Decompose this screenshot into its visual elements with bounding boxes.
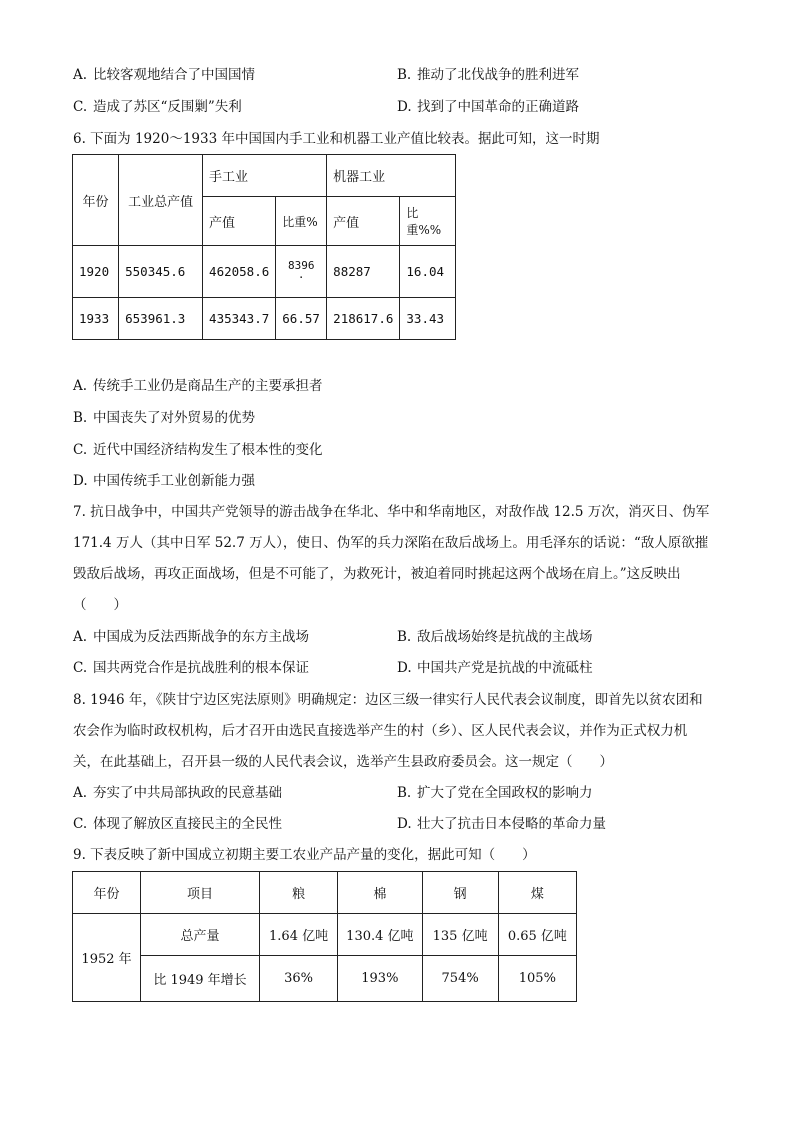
q6-stem: 6. 下面为 1920～1933 年中国国内手工业和机器工业产值比较表。据此可知，这一时期 <box>73 131 600 147</box>
q9-cell-cotton: 130.4 亿吨 <box>338 914 422 956</box>
q6-cell-hand-share: 66.57 <box>276 298 327 340</box>
q5-option-a[interactable]: A. 比较客观地结合了中国国情 <box>73 67 255 83</box>
q7-stem-line-3: 毁敌后战场，再攻正面战场，但是不可能了，为救死计，被迫着同时挑起这两个战场在肩上。”这反映出 <box>73 566 681 582</box>
q5-options-row-1 <box>73 65 733 85</box>
q9-cell-grain: 1.64 亿吨 <box>259 914 337 956</box>
q6-header-hand-value: 产值 <box>203 197 276 246</box>
q5-option-c[interactable]: C. 造成了苏区“反围剿”失利 <box>73 99 242 115</box>
q6-cell-hand-share <box>276 246 327 298</box>
q7-option-a[interactable]: A. 中国成为反法西斯战争的东方主战场 <box>73 629 309 645</box>
table-row <box>73 914 577 956</box>
q6-option-c[interactable]: C. 近代中国经济结构发生了根本性的变化 <box>73 442 323 458</box>
q6-option-b[interactable]: B. 中国丧失了对外贸易的优势 <box>73 410 255 426</box>
q6-cell-mach-value: 218617.6 <box>327 298 400 340</box>
q6-cell-hand-value: 435343.7 <box>203 298 276 340</box>
q8-options-row-2 <box>73 814 733 834</box>
q5-options-row-2 <box>73 97 733 117</box>
q9-header-steel: 钢 <box>422 872 498 914</box>
q6-cell-hand-share-dot: · <box>297 270 305 284</box>
q5-option-d[interactable]: D. 找到了中国革命的正确道路 <box>397 99 579 115</box>
q9-header-grain: 粮 <box>259 872 337 914</box>
q6-header-year: 年份 <box>73 155 119 246</box>
table-row <box>73 956 577 1002</box>
q9-header-cotton: 棉 <box>338 872 422 914</box>
q9-header-coal: 煤 <box>498 872 576 914</box>
q9-cell-coal: 105% <box>498 956 576 1002</box>
q8-option-d[interactable]: D. 壮大了抗击日本侵略的革命力量 <box>397 816 606 832</box>
q9-cell-year: 1952 年 <box>73 914 141 1002</box>
q6-option-d[interactable]: D. 中国传统手工业创新能力强 <box>73 473 255 489</box>
q5-option-b[interactable]: B. 推动了北伐战争的胜利进军 <box>397 67 579 83</box>
q7-stem-line-1: 7. 抗日战争中，中国共产党领导的游击战争在华北、华中和华南地区，对敌作战 12.5 万次，消灭日、伪军 <box>73 504 710 520</box>
q7-option-c[interactable]: C. 国共两党合作是抗战胜利的根本保证 <box>73 660 309 676</box>
q9-cell-steel: 135 亿吨 <box>422 914 498 956</box>
q6-cell-total: 653961.3 <box>119 298 203 340</box>
q6-cell-mach-share: 33.43 <box>400 298 456 340</box>
q6-header-mach-value: 产值 <box>327 197 400 246</box>
q8-options-row-1 <box>73 783 733 803</box>
q9-production-table <box>72 871 577 1002</box>
q7-answer-blank: （ ） <box>73 597 127 613</box>
q6-cell-total: 550345.6 <box>119 246 203 298</box>
q6-header-machine: 机器工业 <box>327 155 456 197</box>
q9-row-label: 比 1949 年增长 <box>141 956 260 1002</box>
q9-row-label: 总产量 <box>141 914 260 956</box>
q7-option-b[interactable]: B. 敌后战场始终是抗战的主战场 <box>397 629 593 645</box>
q7-option-d[interactable]: D. 中国共产党是抗战的中流砥柱 <box>397 660 593 676</box>
q9-cell-grain: 36% <box>259 956 337 1002</box>
q6-option-a[interactable]: A. 传统手工业仍是商品生产的主要承担者 <box>73 378 323 394</box>
q6-header-mach-share: 比重%% <box>400 197 456 246</box>
q9-cell-steel: 754% <box>422 956 498 1002</box>
q6-industry-table <box>72 154 456 340</box>
q6-cell-year: 1920 <box>73 246 119 298</box>
q6-cell-hand-value: 462058.6 <box>203 246 276 298</box>
q7-options-row-2 <box>73 658 733 678</box>
q6-cell-year: 1933 <box>73 298 119 340</box>
q9-cell-cotton: 193% <box>338 956 422 1002</box>
q8-stem-line-2: 农会作为临时政权机构，后才召开由选民直接选举产生的村（乡）、区人民代表会议，并作为正式权力机 <box>73 723 688 739</box>
q6-cell-mach-value: 88287 <box>327 246 400 298</box>
q9-cell-coal: 0.65 亿吨 <box>498 914 576 956</box>
q8-stem-line-1: 8. 1946 年，《陕甘宁边区宪法原则》明确规定：边区三级一律实行人民代表会议制度，即首先以贫农团和 <box>73 692 703 708</box>
q6-header-total: 工业总产值 <box>119 155 203 246</box>
q8-stem-line-3: 关，在此基础上，召开县一级的人民代表会议，选举产生县政府委员会。这一规定（ ） <box>73 754 613 770</box>
table-row <box>73 298 456 340</box>
q8-option-a[interactable]: A. 夯实了中共局部执政的民意基础 <box>73 785 282 801</box>
q9-stem: 9. 下表反映了新中国成立初期主要工农业产品产量的变化，据此可知（ ） <box>73 847 536 863</box>
q6-header-handicraft: 手工业 <box>203 155 327 197</box>
q6-header-hand-share: 比重% <box>276 197 327 246</box>
q9-header-year: 年份 <box>73 872 141 914</box>
q8-option-c[interactable]: C. 体现了解放区直接民主的全民性 <box>73 816 282 832</box>
q8-option-b[interactable]: B. 扩大了党在全国政权的影响力 <box>397 785 593 801</box>
q7-stem-line-2: 171.4 万人（其中日军 52.7 万人），使日、伪军的兵力深陷在敌后战场上。用毛泽东的话说：“敌人原欲摧 <box>73 535 709 551</box>
q6-cell-mach-share: 16.04 <box>400 246 456 298</box>
q9-header-item: 项目 <box>141 872 260 914</box>
q7-options-row-1 <box>73 627 733 647</box>
table-row <box>73 246 456 298</box>
q6-cell-hand-share-value: 8396 <box>287 258 315 272</box>
